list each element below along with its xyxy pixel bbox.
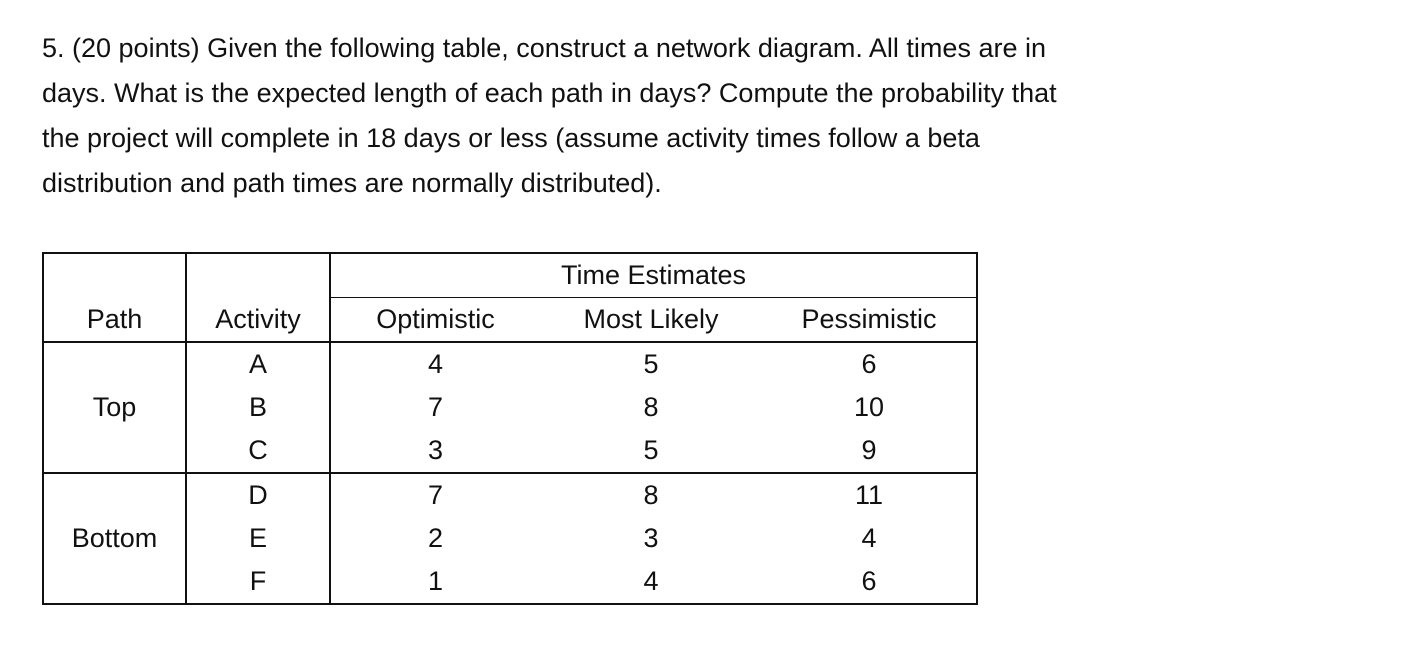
pessimistic-cell: 4 <box>762 517 977 560</box>
table-row <box>43 342 977 386</box>
activity-cell: C <box>186 429 330 473</box>
header-activity: Activity <box>186 253 330 342</box>
most-likely-cell: 8 <box>643 480 659 510</box>
path-cell: Top <box>43 342 186 473</box>
pessimistic-cell: 11 <box>762 473 977 517</box>
header-optimistic: Optimistic <box>330 298 540 343</box>
activity-cell: A <box>186 342 330 386</box>
optimistic-cell: 1 <box>330 560 540 604</box>
header-time-estimates: Time Estimates <box>330 253 977 298</box>
question-line: distribution and path times are normally distributed). <box>42 168 662 198</box>
most-likely-cell: 3 <box>643 523 659 553</box>
most-likely-cell: 8 <box>643 392 659 422</box>
time-estimates-table <box>42 252 978 605</box>
question-line: the project will complete in 18 days or less (assume activity times follow a beta <box>42 123 980 153</box>
pessimistic-cell: 10 <box>762 386 977 429</box>
optimistic-cell: 7 <box>427 480 444 510</box>
path-cell: Bottom <box>43 473 186 604</box>
most-likely-cell: 5 <box>643 349 659 379</box>
table-row <box>43 473 977 517</box>
pessimistic-cell: 6 <box>762 560 977 604</box>
table-header-row <box>43 253 977 298</box>
pessimistic-cell: 9 <box>762 429 977 473</box>
header-pessimistic: Pessimistic <box>762 298 977 343</box>
optimistic-cell: 3 <box>330 429 540 473</box>
optimistic-cell: 4 <box>427 349 444 379</box>
question-line: 5. (20 points) Given the following table, construct a network diagram. All times are in <box>42 33 1046 63</box>
most-likely-cell: 5 <box>540 429 762 473</box>
optimistic-cell: 2 <box>427 523 444 553</box>
most-likely-cell: 4 <box>540 560 762 604</box>
question-line: days. What is the expected length of each path in days? Compute the probability that <box>42 78 1057 108</box>
header-path: Path <box>43 253 186 342</box>
activity-cell: E <box>186 517 330 560</box>
question-text <box>42 26 1282 206</box>
activity-cell: D <box>186 473 330 517</box>
activity-cell: F <box>186 560 330 604</box>
pessimistic-cell: 6 <box>762 342 977 386</box>
header-most-likely: Most Likely <box>540 298 762 343</box>
optimistic-cell: 7 <box>427 392 444 422</box>
activity-cell: B <box>186 386 330 429</box>
